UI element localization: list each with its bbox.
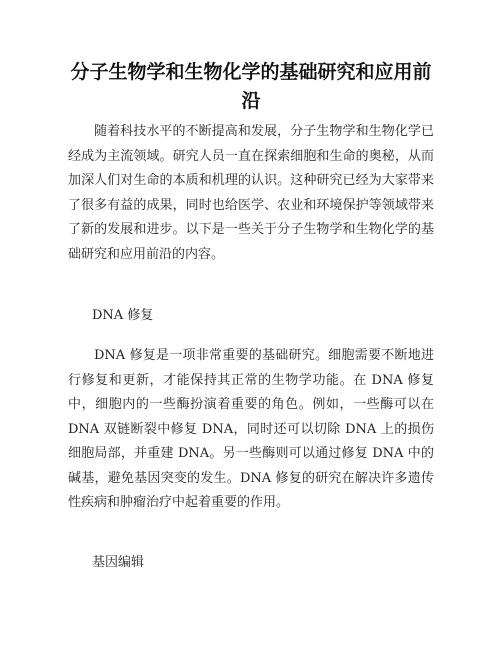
- section-body-dna-repair: DNA 修复是一项非常重要的基础研究。细胞需要不断地进行修复和更新，才能保持其正常的生物学功能。在 DNA 修复中，细胞内的一些酶扮演着重要的角色。例如，一些酶可以在 DNA 双链断裂中修复 DNA，同时还可以切除 DNA 上的损伤细胞局部，并重建 DNA。另一些酶则可以通过修复 DNA 中的碱基，避免基因突变的发生。DNA 修复的研究在解决许多遗传性疾病和肿瘤治疗中起着重要的作用。: [68, 348, 434, 510]
- section-heading-gene-editing: 基因编辑: [92, 555, 145, 570]
- section-heading-dna-repair: DNA 修复: [92, 308, 154, 323]
- document-title: 分子生物学和生物化学的基础研究和应用前沿: [70, 61, 432, 112]
- intro-paragraph: 随着科技水平的不断提高和发展，分子生物学和生物化学已经成为主流领域。研究人员一直在探索细胞和生命的奥秘，从而加深人们对生命的本质和机理的认识。这种研究已经为大家带来了很多有益的成果，同时也给医学、农业和环境保护等领域带来了新的发展和进步。以下是一些关于分子生物学和生物化学的基础研究和应用前沿的内容。: [68, 124, 434, 262]
